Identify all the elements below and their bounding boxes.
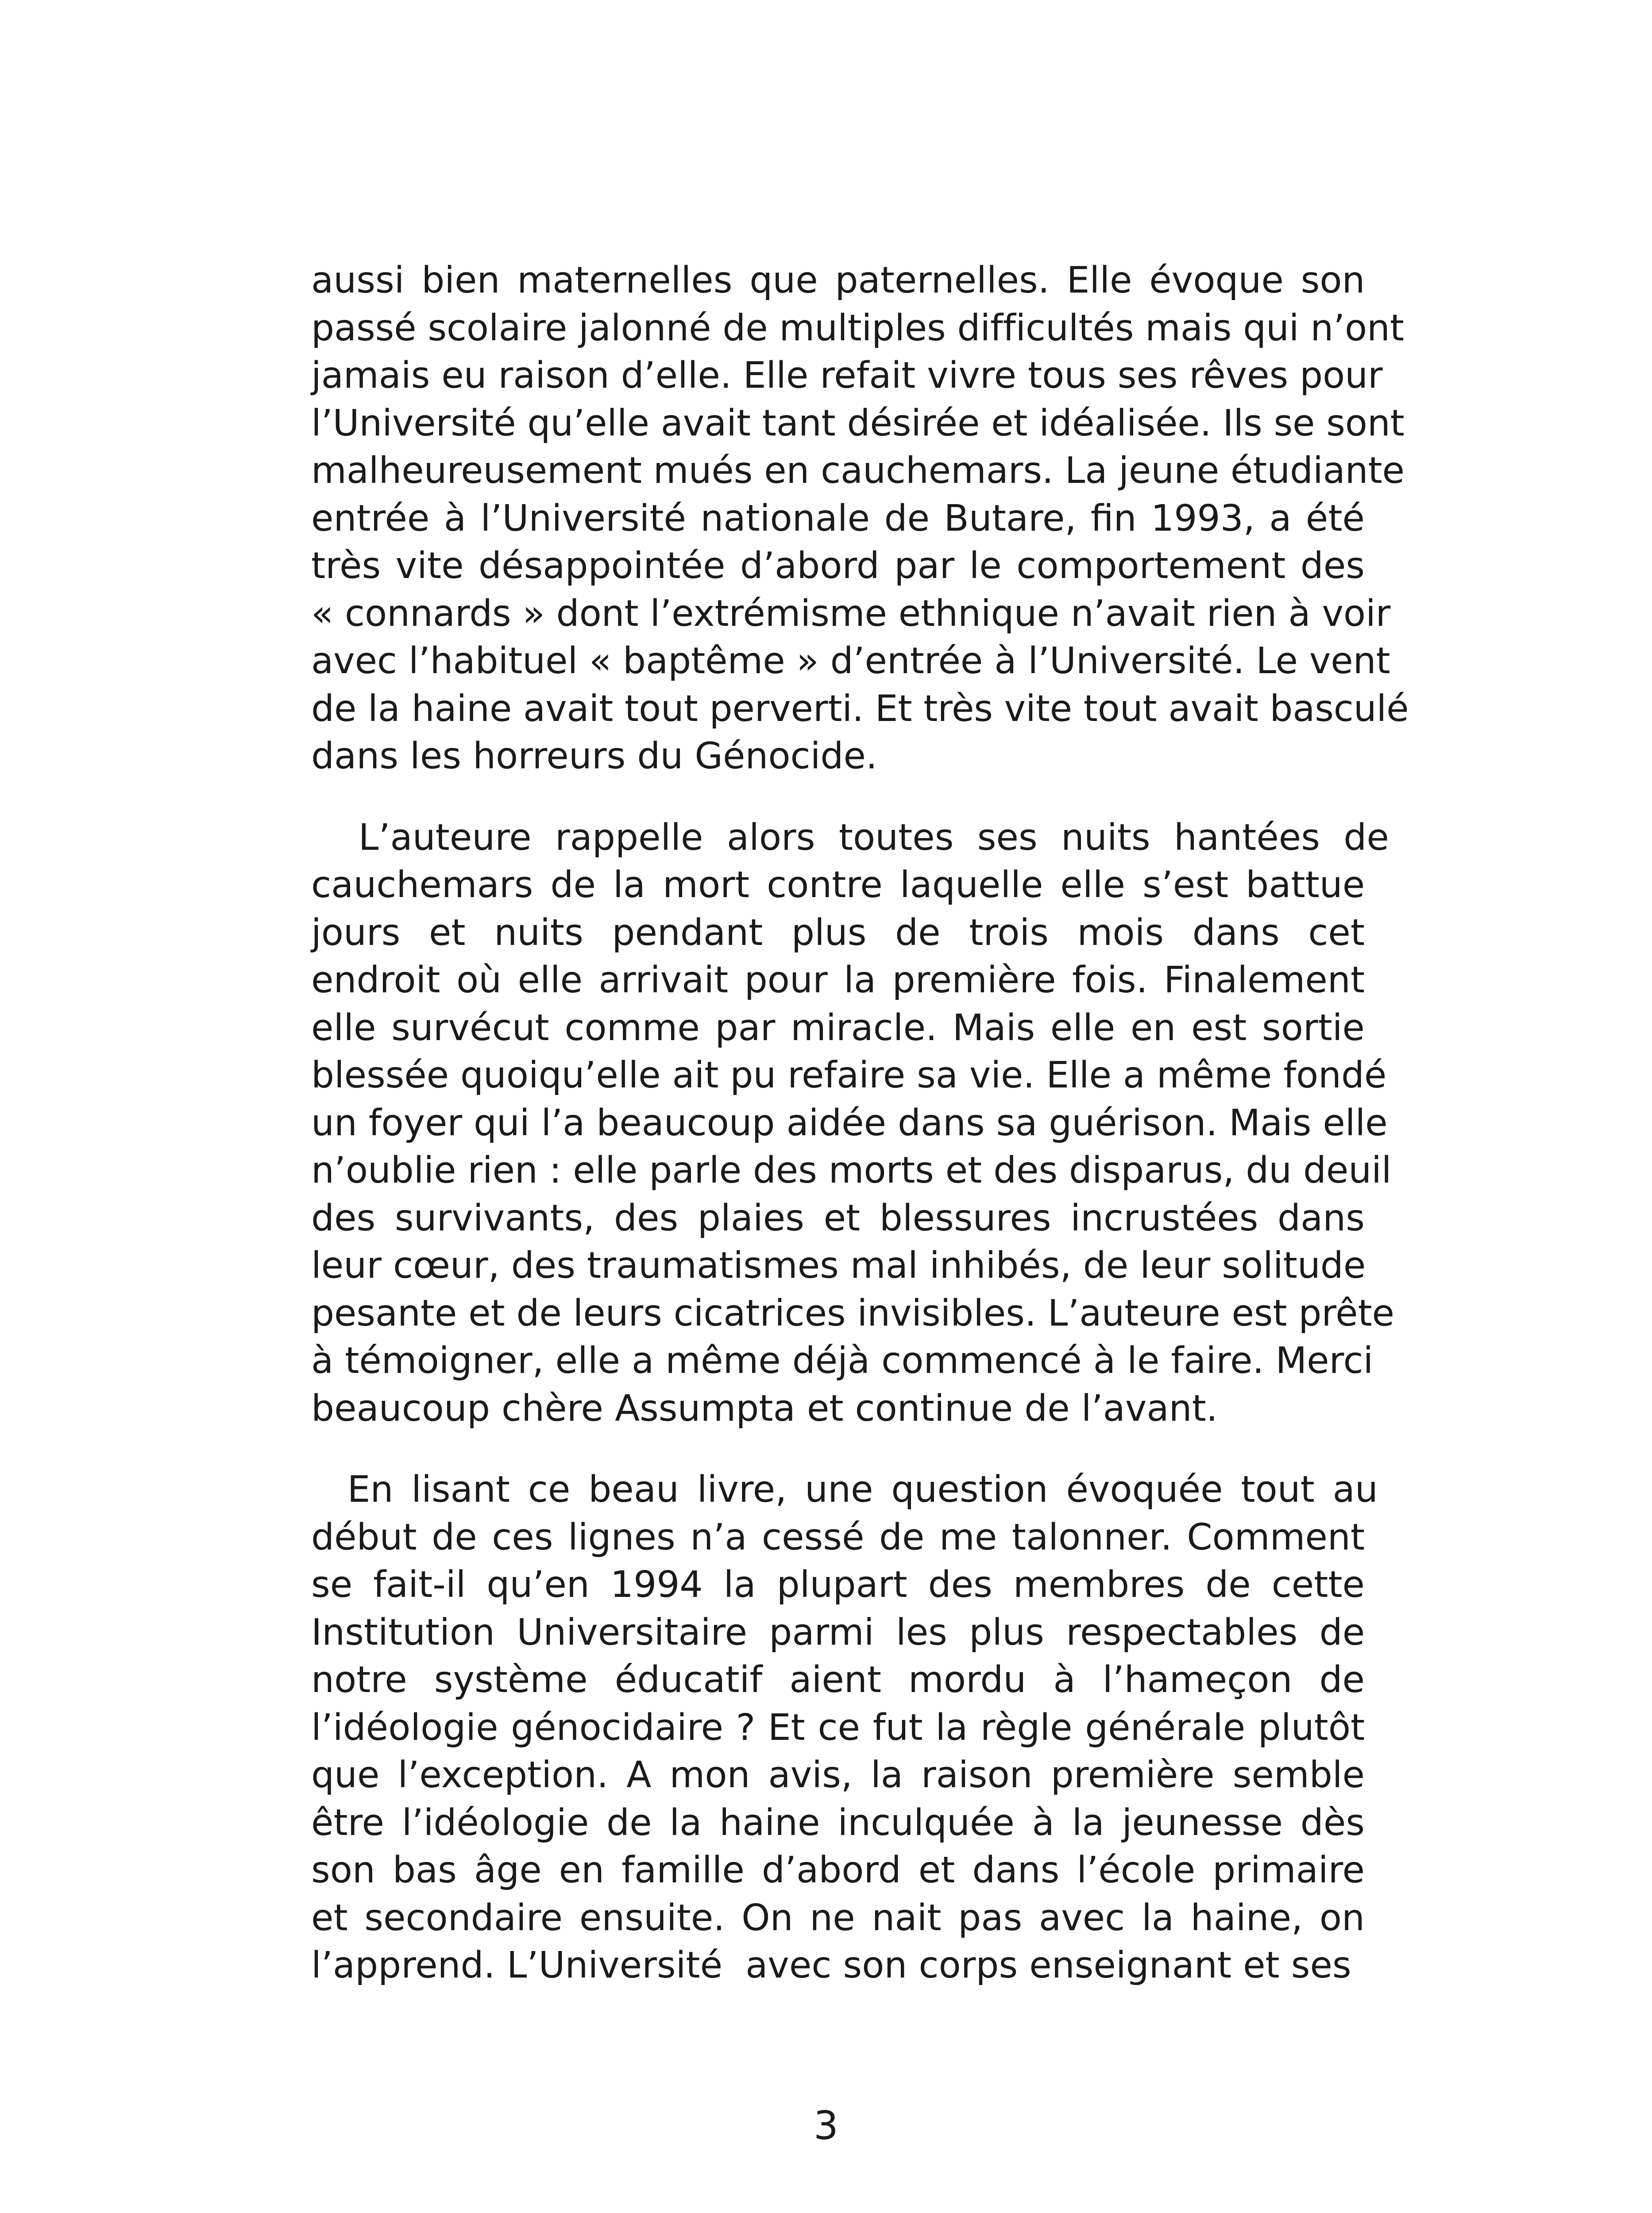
text-line: avec l’habituel « baptême » d’entrée à l’Université. Le vent <box>311 640 1390 682</box>
text-line: jamais eu raison d’elle. Elle refait vivre tous ses rêves pour <box>311 355 1383 397</box>
text-line: que l’exception. A mon avis, la raison première semble <box>311 1754 1365 1796</box>
text-line: son bas âge en famille d’abord et dans l’école primaire <box>311 1849 1365 1891</box>
text-line: En lisant ce beau livre, une question évoquée tout au <box>311 1469 1378 1511</box>
text-line: l’Université qu’elle avait tant désirée et idéalisée. Ils se sont <box>311 402 1405 444</box>
text-line: leur cœur, des traumatismes mal inhibés, de leur solitude <box>311 1245 1366 1287</box>
paragraph <box>311 814 1394 1433</box>
text-line: pesante et de leurs cicatrices invisibles. L’auteure est prête <box>311 1292 1394 1334</box>
text-line: début de ces lignes n’a cessé de me talonner. Comment <box>311 1516 1365 1558</box>
text-line: être l’idéologie de la haine inculquée à la jeunesse dès <box>311 1801 1365 1844</box>
text-line: un foyer qui l’a beaucoup aidée dans sa guérison. Mais elle <box>311 1102 1388 1144</box>
paragraph <box>311 257 1409 780</box>
text-line: « connards » dont l’extrémisme ethnique n’avait rien à voir <box>311 592 1391 635</box>
text-line: notre système éducatif aient mordu à l’hameçon de <box>311 1659 1365 1701</box>
text-line: n’oublie rien : elle parle des morts et des disparus, du deuil <box>311 1149 1392 1191</box>
text-line: jours et nuits pendant plus de trois mois dans cet <box>311 911 1365 954</box>
text-line: beaucoup chère Assumpta et continue de l’avant. <box>311 1387 1218 1430</box>
text-line: blessée quoiqu’elle ait pu refaire sa vie. Elle a même fondé <box>311 1054 1387 1096</box>
text-line: très vite désappointée d’abord par le comportement des <box>311 545 1365 587</box>
paragraph-gap <box>311 1432 1365 1466</box>
text-line: dans les horreurs du Génocide. <box>311 735 877 777</box>
text-line: Institution Universitaire parmi les plus respectables de <box>311 1611 1365 1654</box>
text-line: L’auteure rappelle alors toutes ses nuits hantées de <box>311 816 1389 859</box>
text-line: se fait-il qu’en 1994 la plupart des membres de cette <box>311 1564 1365 1606</box>
text-line: à témoigner, elle a même déjà commencé à le faire. Merci <box>311 1340 1374 1382</box>
text-line: cauchemars de la mort contre laquelle elle s’est battue <box>311 864 1365 906</box>
body-text <box>311 257 1409 1989</box>
text-line: aussi bien maternelles que paternelles. Elle évoque son <box>311 259 1365 301</box>
text-line: l’idéologie génocidaire ? Et ce fut la règle générale plutôt <box>311 1706 1365 1749</box>
text-line: l’apprend. L’Université avec son corps enseignant et ses <box>311 1944 1351 1986</box>
text-line: malheureusement mués en cauchemars. La jeune étudiante <box>311 450 1405 492</box>
page-number: 3 <box>814 2103 838 2148</box>
paragraph-gap <box>311 780 1365 814</box>
paragraph <box>311 1466 1378 1989</box>
text-line: de la haine avait tout perverti. Et très vite tout avait basculé <box>311 687 1409 730</box>
text-line: passé scolaire jalonné de multiples difficultés mais qui n’ont <box>311 307 1404 349</box>
text-line: endroit où elle arrivait pour la première fois. Finalement <box>311 959 1365 1001</box>
text-line: et secondaire ensuite. On ne nait pas avec la haine, on <box>311 1897 1365 1939</box>
text-line: entrée à l’Université nationale de Butare, fin 1993, a été <box>311 497 1365 540</box>
text-line: des survivants, des plaies et blessures incrustées dans <box>311 1197 1365 1239</box>
text-line: elle survécut comme par miracle. Mais elle en est sortie <box>311 1006 1365 1049</box>
